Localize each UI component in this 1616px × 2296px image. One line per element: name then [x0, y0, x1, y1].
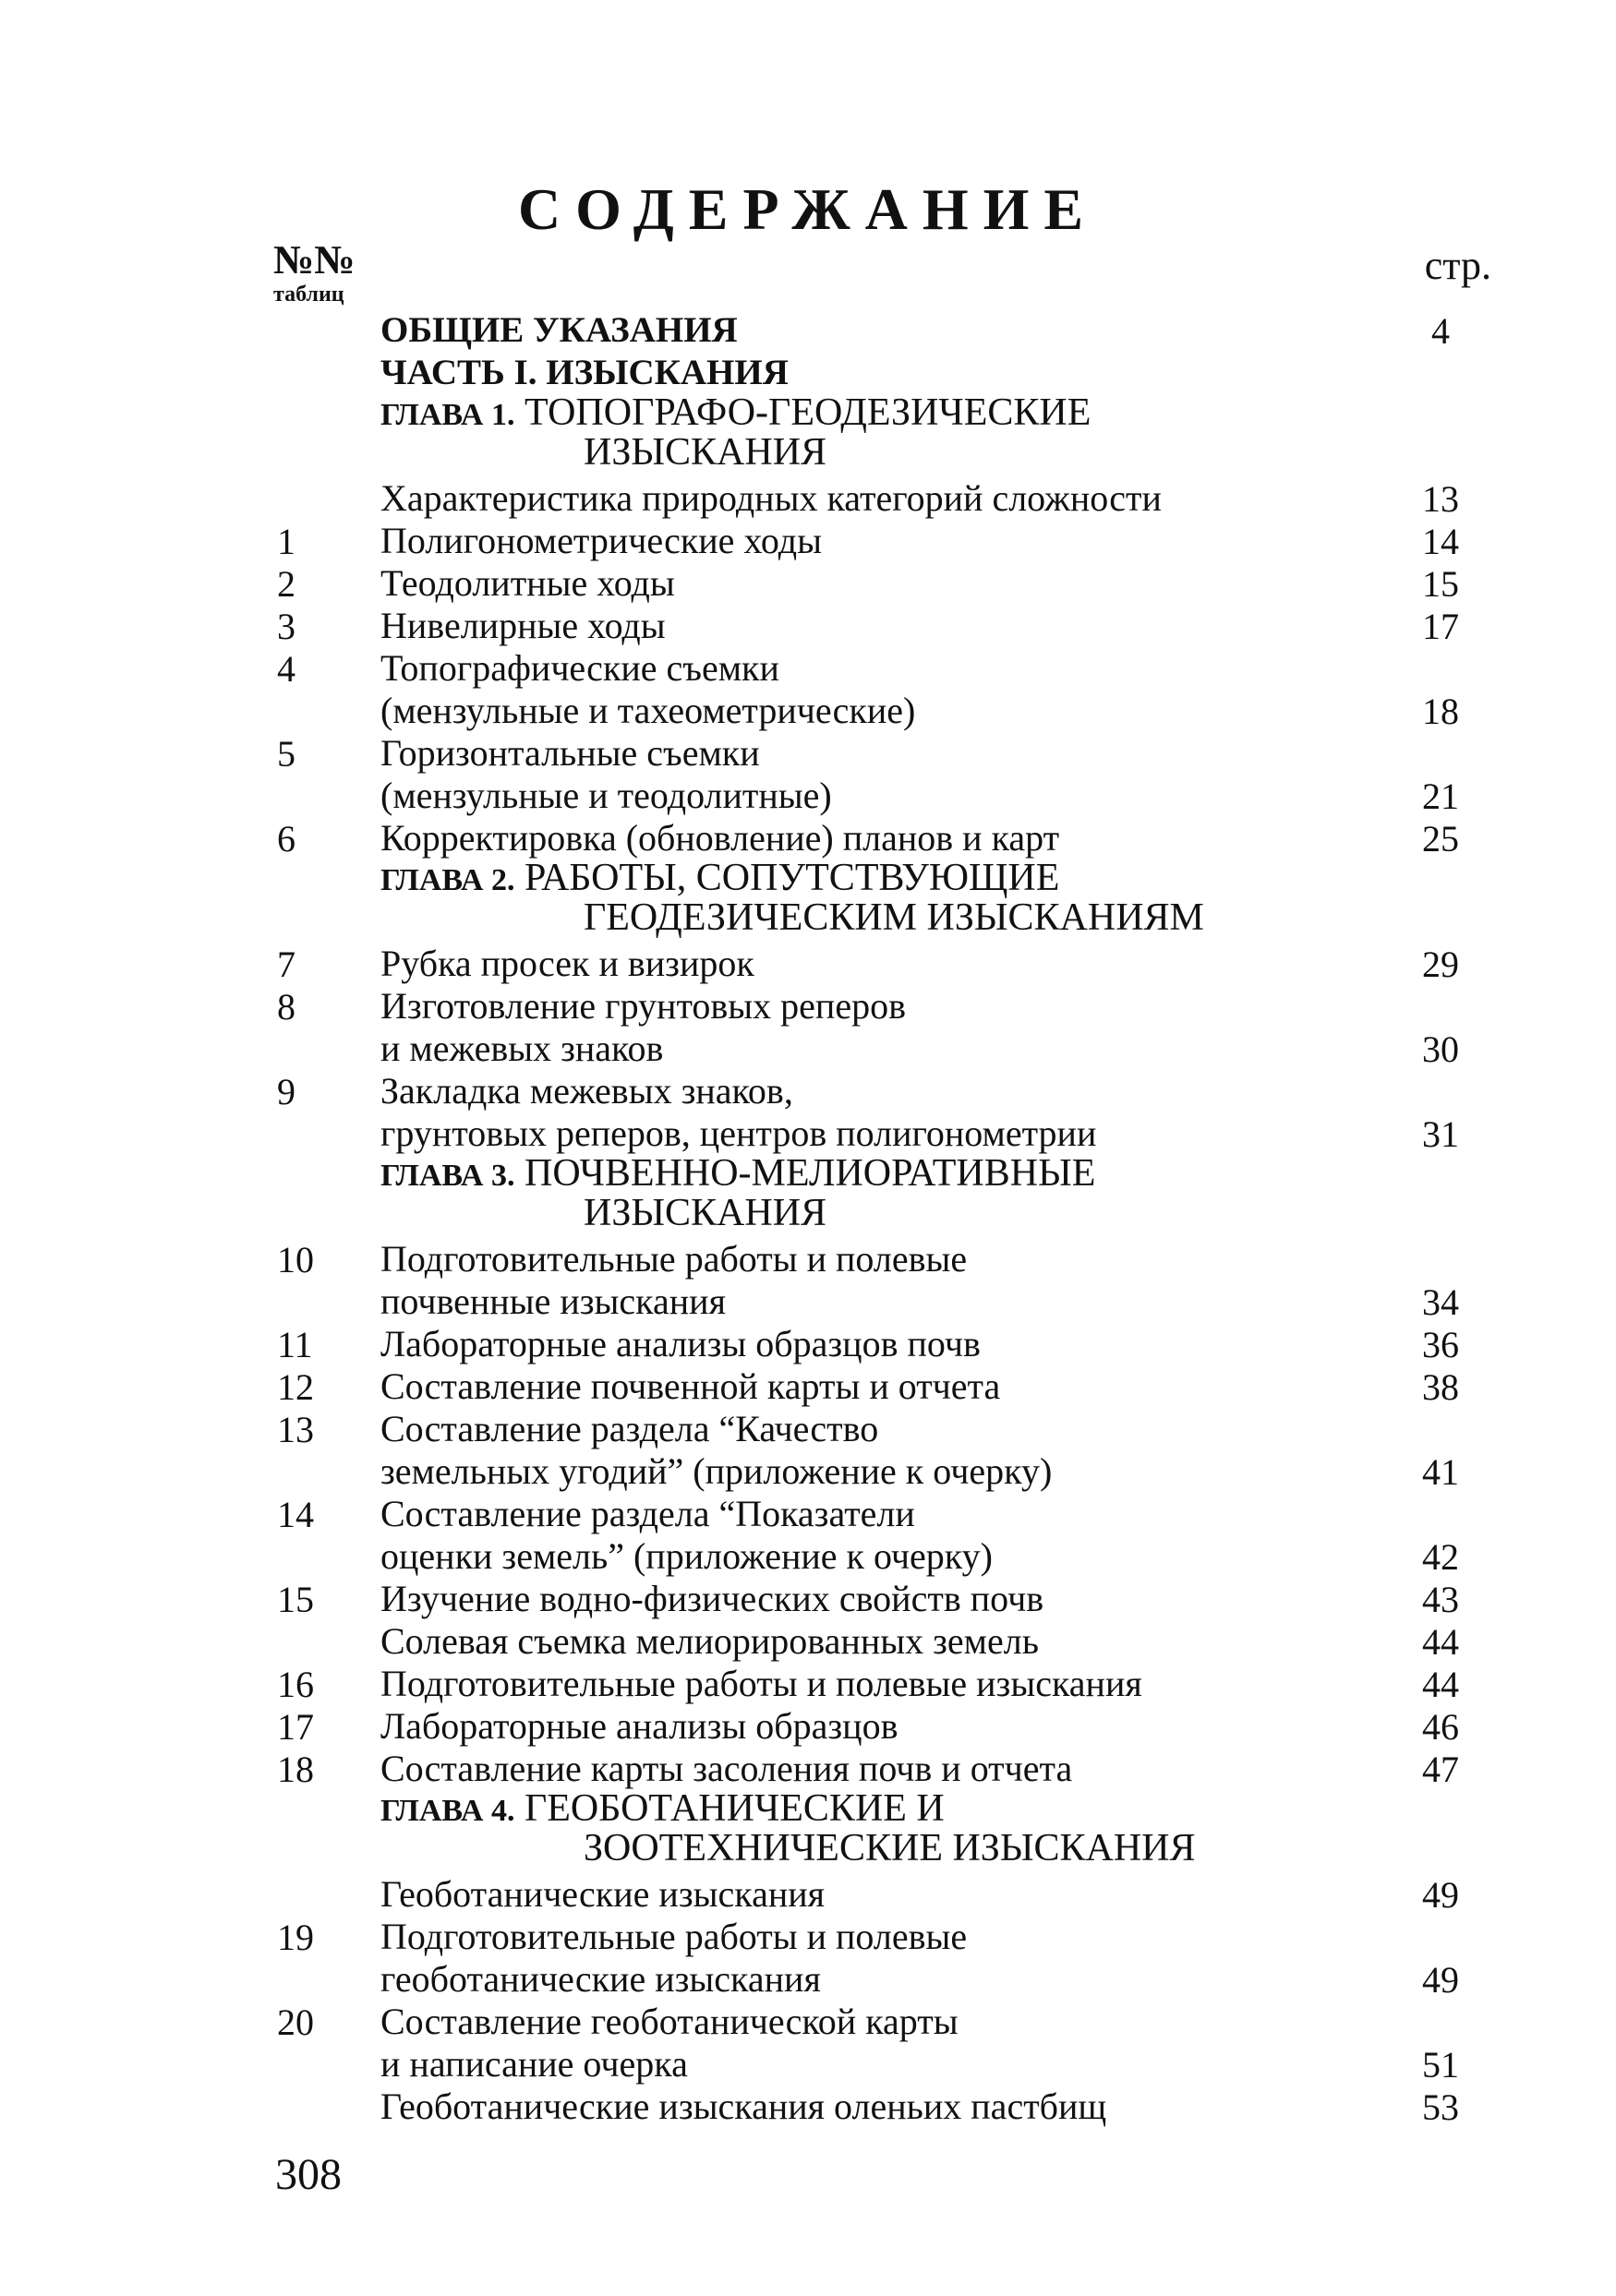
toc-entry-text [380, 1323, 1396, 1365]
toc-entry-text [380, 1493, 1396, 1578]
toc-entry [0, 2001, 1616, 2086]
chapter-label: ГЛАВА 3. [380, 1159, 515, 1193]
toc-page-number: 42 [1422, 1536, 1459, 1578]
toc-page-number: 21 [1422, 775, 1459, 817]
toc-entry-line: Изучение водно-физических свойств почв [380, 1578, 1044, 1619]
toc-entry-text [380, 1620, 1396, 1663]
toc-entry-line [380, 1787, 1396, 1830]
toc-entry [0, 1408, 1616, 1493]
toc-page-number: 44 [1422, 1664, 1459, 1705]
toc-table-number: 8 [277, 986, 295, 1028]
toc-entry [0, 817, 1616, 859]
toc-entry-line: Составление почвенной карты и отчета [380, 1365, 1001, 1407]
toc-page-number: 46 [1422, 1706, 1459, 1748]
toc-entry-line: Подготовительные работы и полевые [380, 1916, 968, 1957]
toc-page-number: 49 [1422, 1874, 1459, 1916]
toc-table-number: 4 [277, 648, 295, 690]
toc-entry-text [380, 817, 1396, 859]
toc-page-number: 29 [1422, 944, 1459, 985]
toc-entry-line: Изготовление грунтовых реперов [380, 985, 906, 1027]
toc-entry-text [380, 1748, 1396, 1790]
toc-entry-text [380, 309, 1396, 352]
toc-entry-line: (мензульные и тахеометрические) [380, 690, 916, 731]
toc-entry-line: Теодолитные ходы [380, 562, 675, 604]
toc-entry-line: Составление раздела “Качество [380, 1408, 879, 1449]
toc-entry [0, 1238, 1616, 1323]
toc-entry [0, 1070, 1616, 1155]
toc-entry [0, 1916, 1616, 2001]
toc-table-number: 13 [277, 1409, 314, 1450]
toc-entry-line: земельных угодий” (приложение к очерку) [380, 1450, 1053, 1492]
toc-entry-text [380, 943, 1396, 985]
toc-entry-line [380, 391, 1396, 434]
chapter-title: ТОПОГРАФО-ГЕОДЕЗИЧЕСКИЕ [524, 391, 1091, 434]
toc-page-number: 44 [1422, 1621, 1459, 1663]
toc-table-number: 12 [277, 1366, 314, 1408]
toc-table-number: 1 [277, 521, 295, 562]
toc-entry-line: Лабораторные анализы образцов [380, 1705, 898, 1747]
toc-entry-line: Характеристика природных категорий сложности [380, 477, 1162, 519]
toc-section [0, 309, 1616, 352]
toc-page-number: 17 [1422, 606, 1459, 647]
toc-entry-text [380, 1408, 1396, 1493]
toc-entry [0, 520, 1616, 562]
toc-page-number: 18 [1422, 691, 1459, 732]
toc-page-number: 34 [1422, 1281, 1459, 1323]
toc-page-number: 36 [1422, 1324, 1459, 1365]
toc-table-number: 18 [277, 1749, 314, 1790]
toc-table-number: 9 [277, 1071, 295, 1112]
toc-entry-line: ОБЩИЕ УКАЗАНИЯ [380, 310, 738, 350]
toc-entry-line: Корректировка (обновление) планов и карт [380, 817, 1060, 859]
table-of-contents [0, 309, 1616, 2128]
toc-page-number: 13 [1422, 478, 1459, 520]
toc-entry-text [380, 605, 1396, 647]
page-title: СОДЕРЖАНИЕ [517, 176, 1099, 242]
chapter-label: ГЛАВА 4. [380, 1794, 515, 1828]
toc-entry-line [380, 859, 1396, 899]
toc-entry-line: Подготовительные работы и полевые изыскания [380, 1663, 1142, 1704]
toc-page-number: 53 [1422, 2086, 1459, 2128]
toc-entry-line: Закладка межевых знаков, [380, 1070, 793, 1112]
toc-entry-line: Составление карты засоления почв и отчета [380, 1748, 1073, 1789]
toc-entry-line: Составление геоботанической карты [380, 2001, 959, 2042]
toc-page-number: 49 [1422, 1959, 1459, 2001]
toc-entry-text [380, 1365, 1396, 1408]
toc-table-number: 6 [277, 818, 295, 859]
toc-entry-line: Лабораторные анализы образцов почв [380, 1323, 981, 1364]
toc-entry-line: (мензульные и теодолитные) [380, 775, 832, 816]
toc-entry [0, 1748, 1616, 1790]
toc-entry-text [380, 985, 1396, 1070]
toc-chapter [0, 859, 1616, 943]
toc-entry-text [380, 1070, 1396, 1155]
toc-entry-text [380, 1578, 1396, 1620]
toc-entry-text [380, 2086, 1396, 2128]
toc-entry-text [380, 1916, 1396, 2001]
toc-entry [0, 2086, 1616, 2128]
toc-entry-line: Топографические съемки [380, 647, 779, 689]
toc-page-number: 30 [1422, 1028, 1459, 1070]
chapter-title: ГЕОБОТАНИЧЕСКИЕ И [524, 1787, 945, 1830]
toc-entry-text [380, 1705, 1396, 1748]
toc-page-number: 25 [1422, 818, 1459, 859]
toc-entry-text [380, 1152, 1396, 1234]
toc-entry [0, 605, 1616, 647]
toc-table-number: 14 [277, 1494, 314, 1535]
toc-table-number: 7 [277, 944, 295, 985]
toc-entry-line: и написание очерка [380, 2043, 688, 2085]
toc-entry-text [380, 732, 1396, 817]
toc-entry-text [380, 647, 1396, 732]
toc-entry-line: Полигонометрические ходы [380, 520, 822, 561]
toc-entry-text [380, 520, 1396, 562]
toc-entry-line: ИЗЫСКАНИЯ [584, 431, 827, 474]
toc-entry-line: Геоботанические изыскания оленьих пастбищ [380, 2086, 1107, 2127]
toc-entry [0, 985, 1616, 1070]
toc-entry [0, 1493, 1616, 1578]
toc-entry [0, 1705, 1616, 1748]
toc-page-number: 38 [1422, 1366, 1459, 1408]
toc-entry-line [380, 1152, 1396, 1195]
chapter-title: РАБОТЫ, СОПУТСТВУЮЩИЕ [524, 857, 1060, 899]
toc-chapter [0, 391, 1616, 477]
toc-entry-text [380, 857, 1396, 939]
toc-table-number: 2 [277, 563, 295, 605]
toc-entry-line: Подготовительные работы и полевые [380, 1238, 968, 1280]
toc-table-number: 17 [277, 1706, 314, 1748]
toc-entry [0, 1323, 1616, 1365]
column-header-number-sub: таблиц [273, 282, 344, 307]
toc-entry-line: и межевых знаков [380, 1028, 664, 1069]
toc-entry-line: ГЕОДЕЗИЧЕСКИМ ИЗЫСКАНИЯМ [584, 896, 1204, 939]
toc-entry [0, 1873, 1616, 1916]
column-header-page: стр. [1424, 243, 1491, 288]
toc-entry-text [380, 1873, 1396, 1916]
chapter-label: ГЛАВА 1. [380, 398, 515, 432]
toc-entry-line: почвенные изыскания [380, 1280, 726, 1322]
toc-entry-line: Солевая съемка мелиорированных земель [380, 1620, 1039, 1662]
toc-table-number: 3 [277, 606, 295, 647]
toc-entry-text [380, 562, 1396, 605]
toc-table-number: 5 [277, 733, 295, 775]
toc-entry-line: геоботанические изыскания [380, 1958, 821, 2000]
toc-chapter [0, 1152, 1616, 1238]
toc-page-number: 14 [1422, 521, 1459, 562]
toc-entry [0, 732, 1616, 817]
toc-table-number: 10 [277, 1239, 314, 1280]
toc-entry [0, 1365, 1616, 1408]
toc-entry-line: Составление раздела “Показатели [380, 1493, 915, 1534]
toc-table-number: 19 [277, 1917, 314, 1958]
toc-table-number: 16 [277, 1664, 314, 1705]
toc-entry [0, 943, 1616, 985]
toc-part [0, 352, 1616, 394]
toc-table-number: 11 [277, 1324, 313, 1365]
toc-entry-text [380, 352, 1396, 394]
toc-entry-line: ЧАСТЬ I. ИЗЫСКАНИЯ [380, 353, 789, 392]
toc-entry-line: Горизонтальные съемки [380, 732, 760, 774]
toc-entry-text [380, 1787, 1396, 1869]
toc-entry [0, 477, 1616, 520]
toc-page-number: 47 [1422, 1749, 1459, 1790]
toc-page-number: 43 [1422, 1579, 1459, 1620]
toc-entry [0, 1620, 1616, 1663]
toc-entry [0, 562, 1616, 605]
toc-page-number: 15 [1422, 563, 1459, 605]
toc-entry-text [380, 477, 1396, 520]
toc-entry-line: грунтовых реперов, центров полигонометрии [380, 1112, 1097, 1154]
toc-entry-text [380, 1238, 1396, 1323]
toc-entry [0, 1663, 1616, 1705]
toc-page-number: 41 [1422, 1451, 1459, 1493]
toc-entry-line: Рубка просек и визирок [380, 943, 754, 984]
toc-page-number: 31 [1422, 1113, 1459, 1155]
toc-page-number: 51 [1422, 2044, 1459, 2086]
toc-entry-line: оценки земель” (приложение к очерку) [380, 1535, 993, 1577]
toc-page-number: 4 [1431, 310, 1450, 352]
toc-entry-line: ЗООТЕХНИЧЕСКИЕ ИЗЫСКАНИЯ [584, 1827, 1196, 1869]
toc-entry [0, 1578, 1616, 1620]
chapter-label: ГЛАВА 2. [380, 863, 515, 897]
toc-entry [0, 647, 1616, 732]
chapter-title: ПОЧВЕННО-МЕЛИОРАТИВНЫЕ [524, 1152, 1096, 1195]
toc-entry-line: Нивелирные ходы [380, 605, 666, 646]
toc-entry-text [380, 391, 1396, 474]
toc-table-number: 20 [277, 2001, 314, 2043]
toc-entry-line: Геоботанические изыскания [380, 1873, 826, 1915]
column-header-number: №№ [273, 237, 356, 282]
toc-entry-text [380, 2001, 1396, 2086]
page-number: 308 [275, 2150, 342, 2199]
toc-chapter [0, 1787, 1616, 1873]
toc-entry-line: ИЗЫСКАНИЯ [584, 1192, 827, 1234]
toc-table-number: 15 [277, 1579, 314, 1620]
toc-entry-text [380, 1663, 1396, 1705]
